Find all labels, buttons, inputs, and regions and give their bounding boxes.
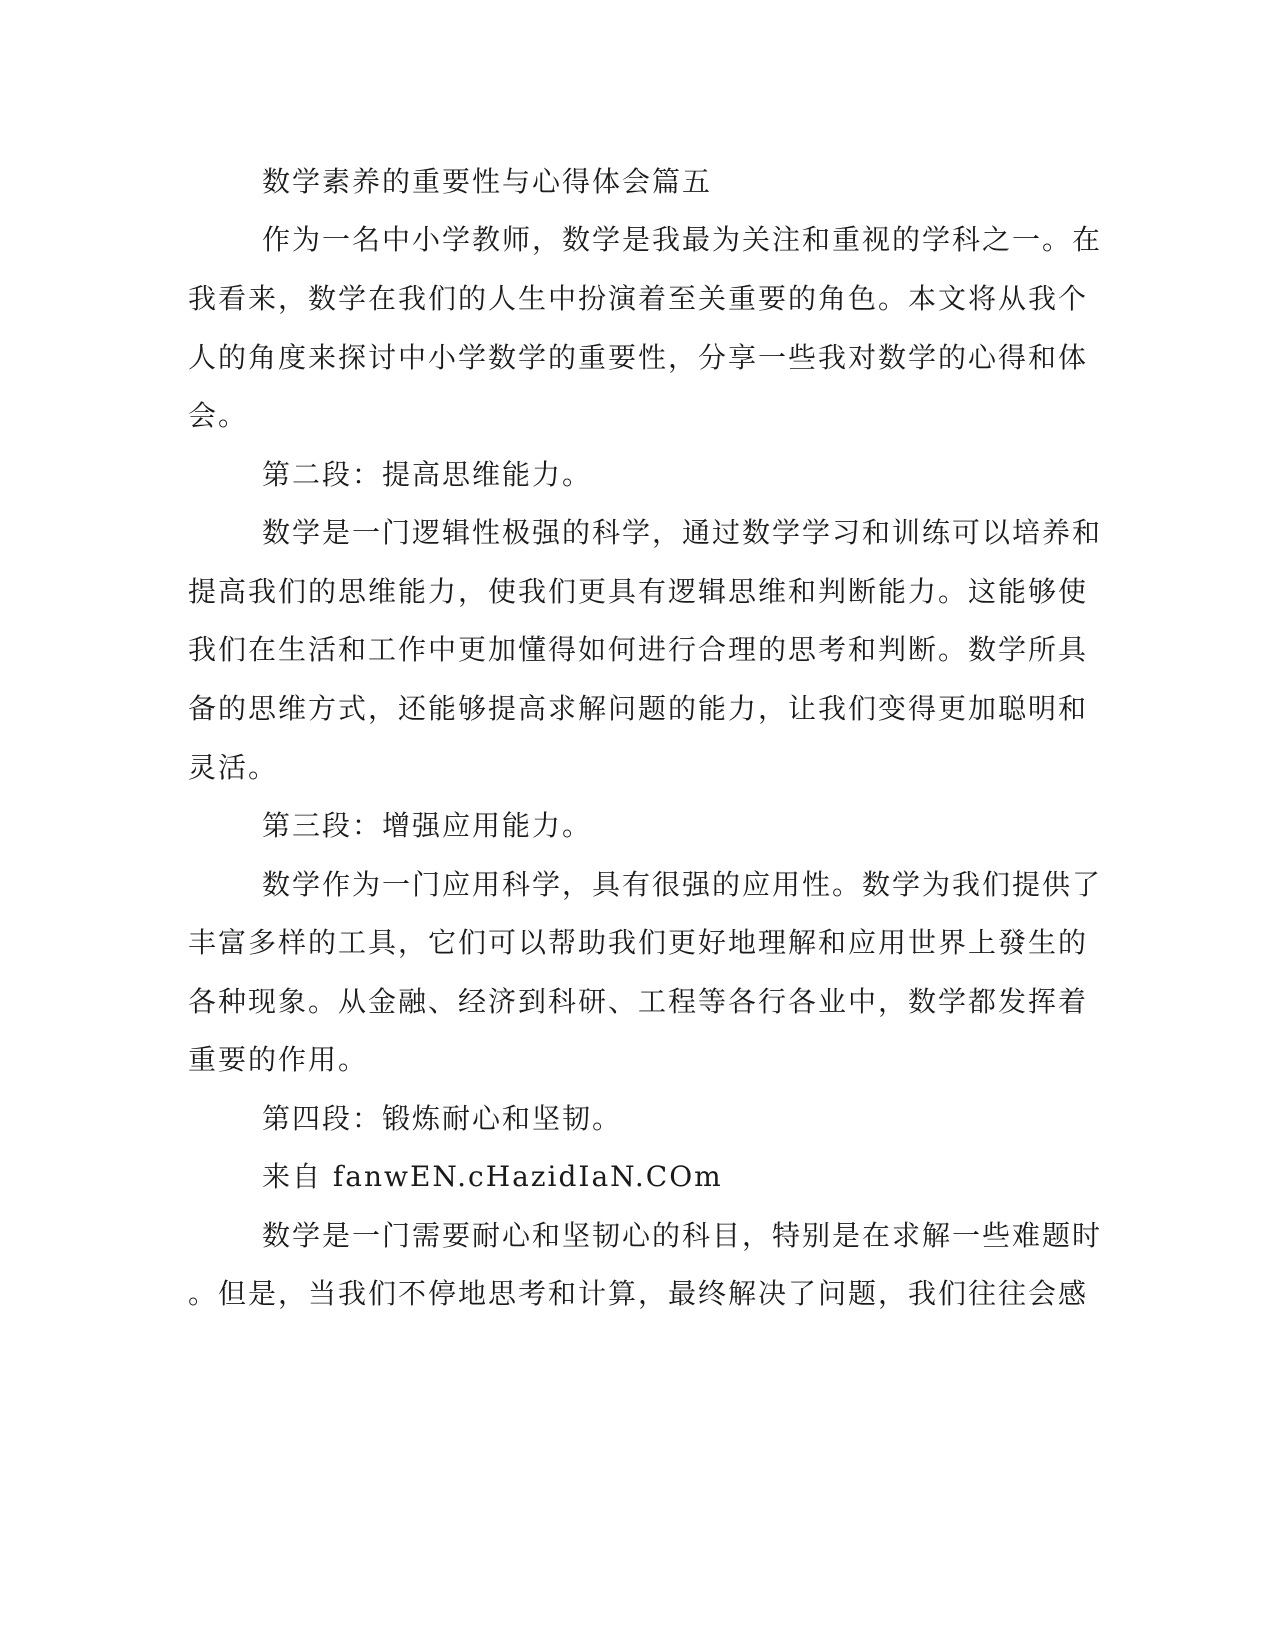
paragraph-line: 我看来，数学在我们的人生中扮演着至关重要的角色。本文将从我个 bbox=[188, 282, 1089, 315]
section-heading: 第三段：增强应用能力。 bbox=[262, 809, 593, 842]
paragraph-line: 丰富多样的工具，它们可以帮助我们更好地理解和应用世界上發生的 bbox=[188, 926, 1089, 959]
paragraph-line: 数学是一门需要耐心和坚韧心的科目，特别是在求解一些难题时 bbox=[262, 1219, 1103, 1252]
paragraph-line: 我们在生活和工作中更加懂得如何进行合理的思考和判断。数学所具 bbox=[188, 633, 1089, 666]
paragraph-line: 作为一名中小学教师，数学是我最为关注和重视的学科之一。在 bbox=[262, 223, 1103, 256]
paragraph-line: 各种现象。从金融、经济到科研、工程等各行各业中，数学都发挥着 bbox=[188, 985, 1089, 1018]
paragraph-line: 提高我们的思维能力，使我们更具有逻辑思维和判断能力。这能够使 bbox=[188, 575, 1089, 608]
source-line: 来自 fanwEN.cHazidIaN.COm bbox=[262, 1160, 723, 1193]
paragraph-line: 人的角度来探讨中小学数学的重要性，分享一些我对数学的心得和体 bbox=[188, 341, 1089, 374]
paragraph-line: 重要的作用。 bbox=[188, 1043, 369, 1076]
paragraph-line: 。但是，当我们不停地思考和计算，最终解决了问题，我们往往会感 bbox=[188, 1277, 1089, 1310]
section-heading: 第四段：锻炼耐心和坚韧。 bbox=[262, 1102, 623, 1135]
paragraph-line: 数学作为一门应用科学，具有很强的应用性。数学为我们提供了 bbox=[262, 868, 1103, 901]
paragraph-line: 数学是一门逻辑性极强的科学，通过数学学习和训练可以培养和 bbox=[262, 516, 1103, 549]
paragraph-line: 会。 bbox=[188, 399, 249, 432]
section-heading: 第二段：提高思维能力。 bbox=[262, 458, 593, 491]
document-title: 数学素养的重要性与心得体会篇五 bbox=[262, 165, 713, 198]
paragraph-line: 备的思维方式，还能够提高求解问题的能力，让我们变得更加聪明和 bbox=[188, 692, 1089, 725]
paragraph-line: 灵活。 bbox=[188, 751, 279, 784]
